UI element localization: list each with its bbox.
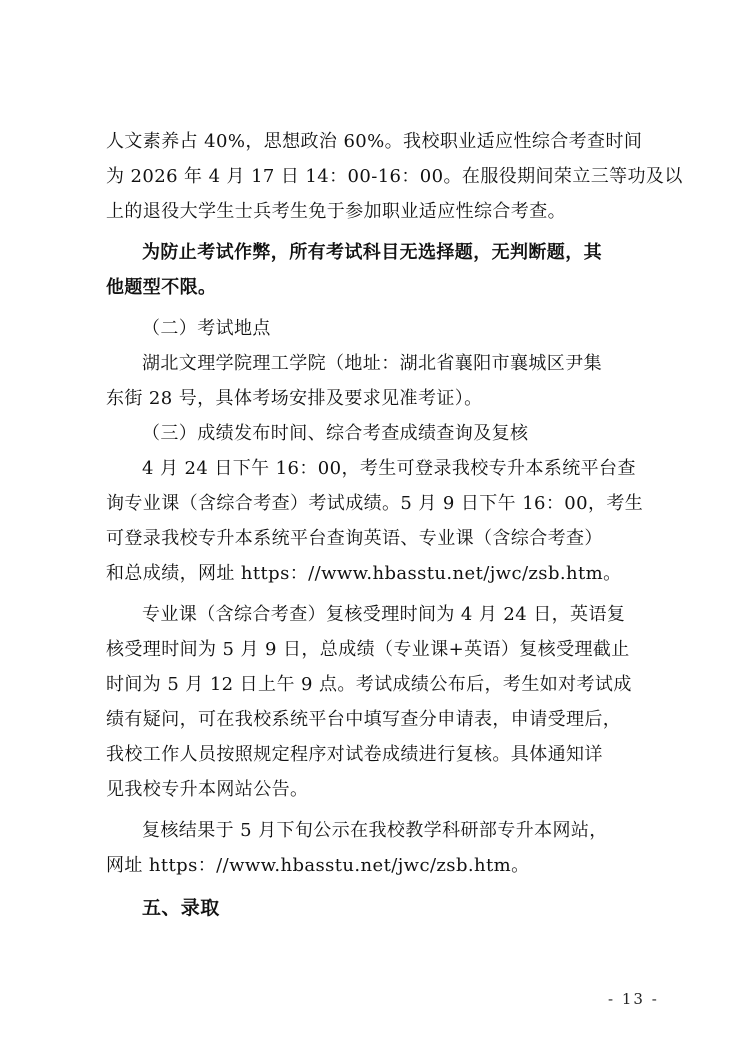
body-line-with-url: 和总成绩，网址 https：//www.hbasstu.net/jwc/zsb.htm。 bbox=[106, 563, 622, 584]
body-line: 时间为 5 月 12 日上午 9 点。考试成绩公布后，考生如对考试成 bbox=[106, 674, 632, 695]
body-line: 可登录我校专升本系统平台查询英语、专业课（含综合考查） bbox=[106, 528, 603, 549]
page-number: - 13 - bbox=[608, 990, 659, 1008]
section-heading-exam-location: （二）考试地点 bbox=[142, 318, 271, 339]
body-line: 上的退役大学生士兵考生免于参加职业适应性综合考查。 bbox=[106, 201, 566, 222]
body-line: 4 月 24 日下午 16：00，考生可登录我校专升本系统平台查 bbox=[142, 458, 636, 479]
body-line: 为 2026 年 4 月 17 日 14：00-16：00。在服役期间荣立三等功及以 bbox=[106, 166, 683, 187]
body-line: 见我校专升本网站公告。 bbox=[106, 779, 309, 800]
body-line: 人文素养占 40%，思想政治 60%。我校职业适应性综合考查时间 bbox=[106, 131, 643, 152]
body-line: 我校工作人员按照规定程序对试卷成绩进行复核。具体通知详 bbox=[106, 744, 603, 765]
section-heading-admission: 五、录取 bbox=[142, 897, 220, 919]
body-line: 湖北文理学院理工学院（地址：湖北省襄阳市襄城区尹集 bbox=[142, 353, 602, 374]
body-line: 专业课（含综合考查）复核受理时间为 4 月 24 日，英语复 bbox=[142, 604, 626, 625]
body-line: 东街 28 号，具体考场安排及要求见准考证）。 bbox=[106, 388, 483, 409]
bold-notice-line: 他题型不限。 bbox=[106, 277, 217, 298]
body-line: 绩有疑问，可在我校系统平台中填写查分申请表，申请受理后， bbox=[106, 709, 622, 730]
body-line-with-url: 网址 https：//www.hbasstu.net/jwc/zsb.htm。 bbox=[106, 855, 530, 876]
document-body bbox=[106, 124, 683, 926]
bold-notice-line: 为防止考试作弊，所有考试科目无选择题，无判断题，其 bbox=[142, 242, 602, 263]
section-heading-score-release: （三）成绩发布时间、综合考查成绩查询及复核 bbox=[142, 423, 529, 444]
body-line: 询专业课（含综合考查）考试成绩。5 月 9 日下午 16：00，考生 bbox=[106, 493, 644, 514]
body-line: 核受理时间为 5 月 9 日，总成绩（专业课+英语）复核受理截止 bbox=[106, 639, 630, 660]
body-line: 复核结果于 5 月下旬公示在我校教学科研部专升本网站， bbox=[142, 820, 608, 841]
